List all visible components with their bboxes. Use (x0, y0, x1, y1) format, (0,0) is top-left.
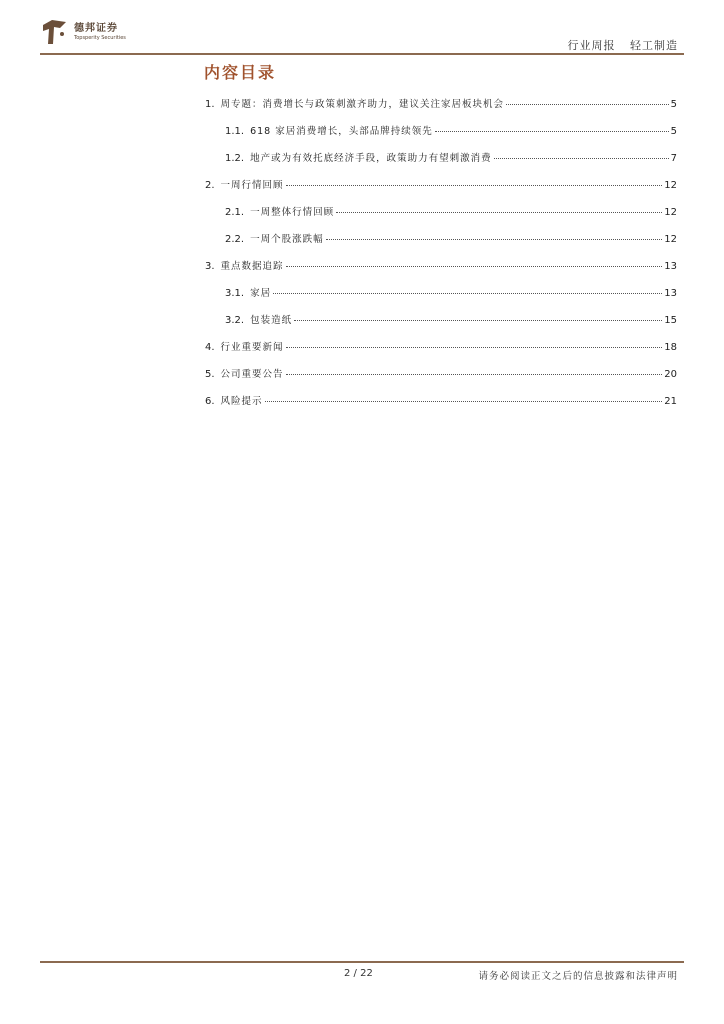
logo-mark-icon (40, 17, 70, 47)
toc-leader-dots (494, 158, 669, 159)
toc-entry-page: 12 (664, 234, 677, 245)
toc-entry-page: 20 (664, 369, 677, 380)
toc-entry[interactable] (205, 204, 677, 231)
toc-entry-page: 5 (670, 99, 677, 110)
toc-entry-page: 15 (664, 315, 677, 326)
toc-entry-page: 18 (664, 342, 677, 353)
toc-entry-page: 7 (670, 153, 677, 164)
toc-entry-label: 公司重要公告 (220, 369, 284, 380)
toc-leader-dots (286, 266, 663, 267)
toc-entry-label: 地产或为有效托底经济手段，政策助力有望刺激消费 (250, 153, 492, 164)
toc-entry-label: 618 家居消费增长，头部品牌持续领先 (250, 126, 433, 137)
toc-leader-dots (286, 374, 663, 375)
toc-entry[interactable] (205, 339, 677, 366)
toc-entry[interactable] (205, 366, 677, 393)
toc-entry-number: 2.1. (225, 207, 245, 218)
toc-entry[interactable] (205, 231, 677, 258)
toc-leader-dots (273, 293, 662, 294)
toc-leader-dots (286, 347, 663, 348)
toc-entry-page: 12 (664, 180, 677, 191)
toc-entry-number: 1.1. (225, 126, 245, 137)
toc-entry-number: 4. (205, 342, 215, 353)
toc-entry-label: 周专题：消费增长与政策刺激齐助力，建议关注家居板块机会 (220, 99, 505, 110)
report-type: 行业周报 (567, 39, 616, 52)
toc-entry[interactable] (205, 258, 677, 285)
toc-entry[interactable] (205, 150, 677, 177)
toc-entry[interactable] (205, 285, 677, 312)
toc-entry-number: 3.1. (225, 288, 245, 299)
logo-name-en: Topsperity Securities (74, 34, 126, 41)
toc-entry-number: 3.2. (225, 315, 245, 326)
toc-entry-label: 行业重要新闻 (220, 342, 284, 353)
footer-rule (40, 961, 684, 963)
disclaimer-note: 请务必阅读正文之后的信息披露和法律声明 (478, 971, 678, 982)
company-logo (40, 17, 126, 47)
toc-entry-label: 一周整体行情回顾 (250, 207, 335, 218)
toc-entry-page: 13 (664, 261, 677, 272)
toc-leader-dots (286, 185, 663, 186)
toc-title: 内容目录 (204, 63, 277, 82)
toc-entry-page: 13 (664, 288, 677, 299)
toc-entry-page: 21 (664, 396, 677, 407)
toc-entry-number: 6. (205, 396, 215, 407)
header-tags (568, 37, 679, 53)
toc-entry-label: 风险提示 (220, 396, 263, 407)
toc-entry-label: 家居 (250, 288, 272, 299)
table-of-contents (205, 96, 677, 420)
toc-leader-dots (506, 104, 669, 105)
toc-leader-dots (265, 401, 663, 402)
toc-entry-page: 12 (664, 207, 677, 218)
toc-entry[interactable] (205, 393, 677, 420)
toc-entry[interactable] (205, 96, 677, 123)
toc-entry-label: 一周行情回顾 (220, 180, 284, 191)
toc-entry[interactable] (205, 312, 677, 339)
toc-entry-number: 3. (205, 261, 215, 272)
toc-leader-dots (294, 320, 662, 321)
header-rule (40, 53, 684, 55)
toc-entry-label: 一周个股涨跌幅 (250, 234, 324, 245)
toc-entry-number: 1.2. (225, 153, 245, 164)
toc-entry[interactable] (205, 123, 677, 150)
toc-leader-dots (326, 239, 663, 240)
toc-entry[interactable] (205, 177, 677, 204)
toc-leader-dots (435, 131, 669, 132)
toc-entry-label: 包装造纸 (250, 315, 293, 326)
toc-leader-dots (336, 212, 662, 213)
toc-entry-number: 1. (205, 99, 215, 110)
logo-name-cn: 德邦证券 (74, 22, 118, 34)
industry-name: 轻工制造 (630, 39, 678, 52)
toc-entry-page: 5 (670, 126, 677, 137)
toc-entry-label: 重点数据追踪 (220, 261, 284, 272)
toc-entry-number: 5. (205, 369, 215, 380)
toc-entry-number: 2.2. (225, 234, 245, 245)
page-indicator: 2 / 22 (344, 968, 373, 979)
toc-entry-number: 2. (205, 180, 215, 191)
